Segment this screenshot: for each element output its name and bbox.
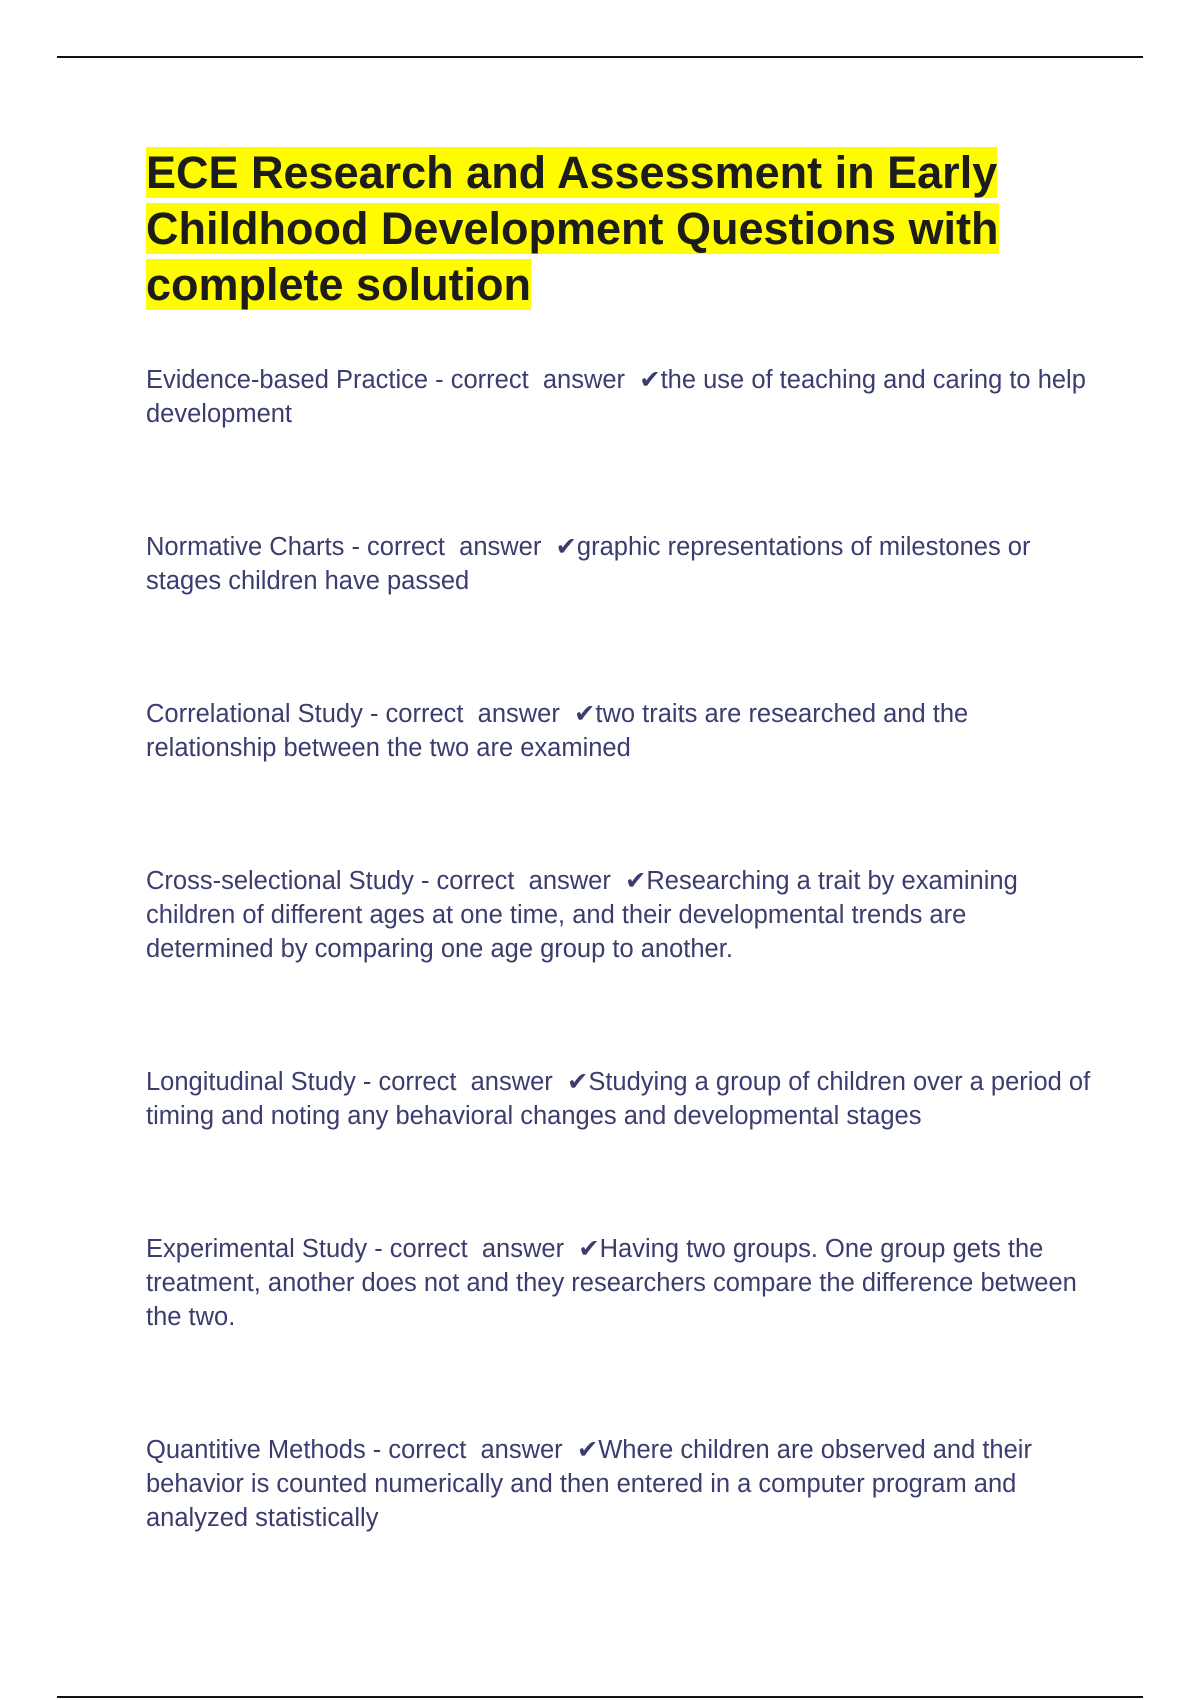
check-icon: ✔	[625, 867, 647, 895]
answer-marker: - correct answer	[367, 1235, 579, 1263]
qa-item-longitudinal-study	[146, 1065, 1096, 1133]
qa-term: Experimental Study	[146, 1235, 368, 1263]
check-icon: ✔	[574, 700, 596, 728]
qa-term: Normative Charts	[146, 533, 345, 561]
qa-item-correlational-study	[146, 697, 1096, 765]
qa-list	[146, 363, 1096, 1535]
qa-definition: Studying a group of children over a period of timing and noting any behavioral changes and developmental stages	[146, 1068, 1091, 1130]
qa-item-experimental-study	[146, 1232, 1096, 1334]
check-icon: ✔	[576, 1436, 599, 1464]
qa-term: Longitudinal Study	[146, 1068, 356, 1096]
highlighted-title-text: ECE Research and Assessment in Early Childhood Development Questions with complete solution	[146, 147, 999, 310]
qa-definition: graphic representations of milestones or stages children have passed	[146, 533, 1031, 595]
answer-marker: - correct answer	[355, 1068, 567, 1096]
answer-marker: - correct answer	[344, 533, 556, 561]
qa-item-evidence-based-practice	[146, 363, 1096, 431]
answer-marker: - correct answer	[428, 366, 640, 394]
qa-item-quantitive-methods	[146, 1433, 1096, 1535]
answer-marker: - correct answer	[362, 700, 575, 728]
qa-term: Quantitive Methods	[146, 1436, 366, 1464]
qa-definition: Having two groups. One group gets the treatment, another does not and they researchers compare the difference between the two.	[146, 1235, 1077, 1331]
qa-term: Evidence-based Practice	[146, 366, 429, 394]
document-body	[146, 145, 1096, 1634]
check-icon: ✔	[555, 533, 577, 561]
document-title	[146, 145, 1096, 313]
answer-marker: - correct answer	[365, 1436, 577, 1464]
qa-definition: the use of teaching and caring to help development	[146, 366, 1086, 428]
qa-definition: two traits are researched and the relationship between the two are examined	[146, 700, 969, 762]
qa-item-normative-charts	[146, 530, 1096, 598]
qa-definition: Where children are observed and their behavior is counted numerically and then entered in a computer program and analyzed statistically	[146, 1436, 1032, 1532]
qa-term: Correlational Study	[146, 700, 363, 728]
qa-definition: Researching a trait by examining children of different ages at one time, and their developmental trends are determined by comparing one age group to another.	[146, 867, 1018, 963]
bottom-divider	[57, 1696, 1143, 1698]
top-divider	[57, 56, 1143, 58]
qa-item-cross-selectional-study	[146, 864, 1096, 966]
check-icon: ✔	[578, 1235, 600, 1263]
answer-marker: - correct answer	[413, 867, 626, 895]
qa-term: Cross-selectional Study	[146, 867, 414, 895]
check-icon: ✔	[566, 1068, 589, 1096]
check-icon: ✔	[639, 366, 661, 394]
